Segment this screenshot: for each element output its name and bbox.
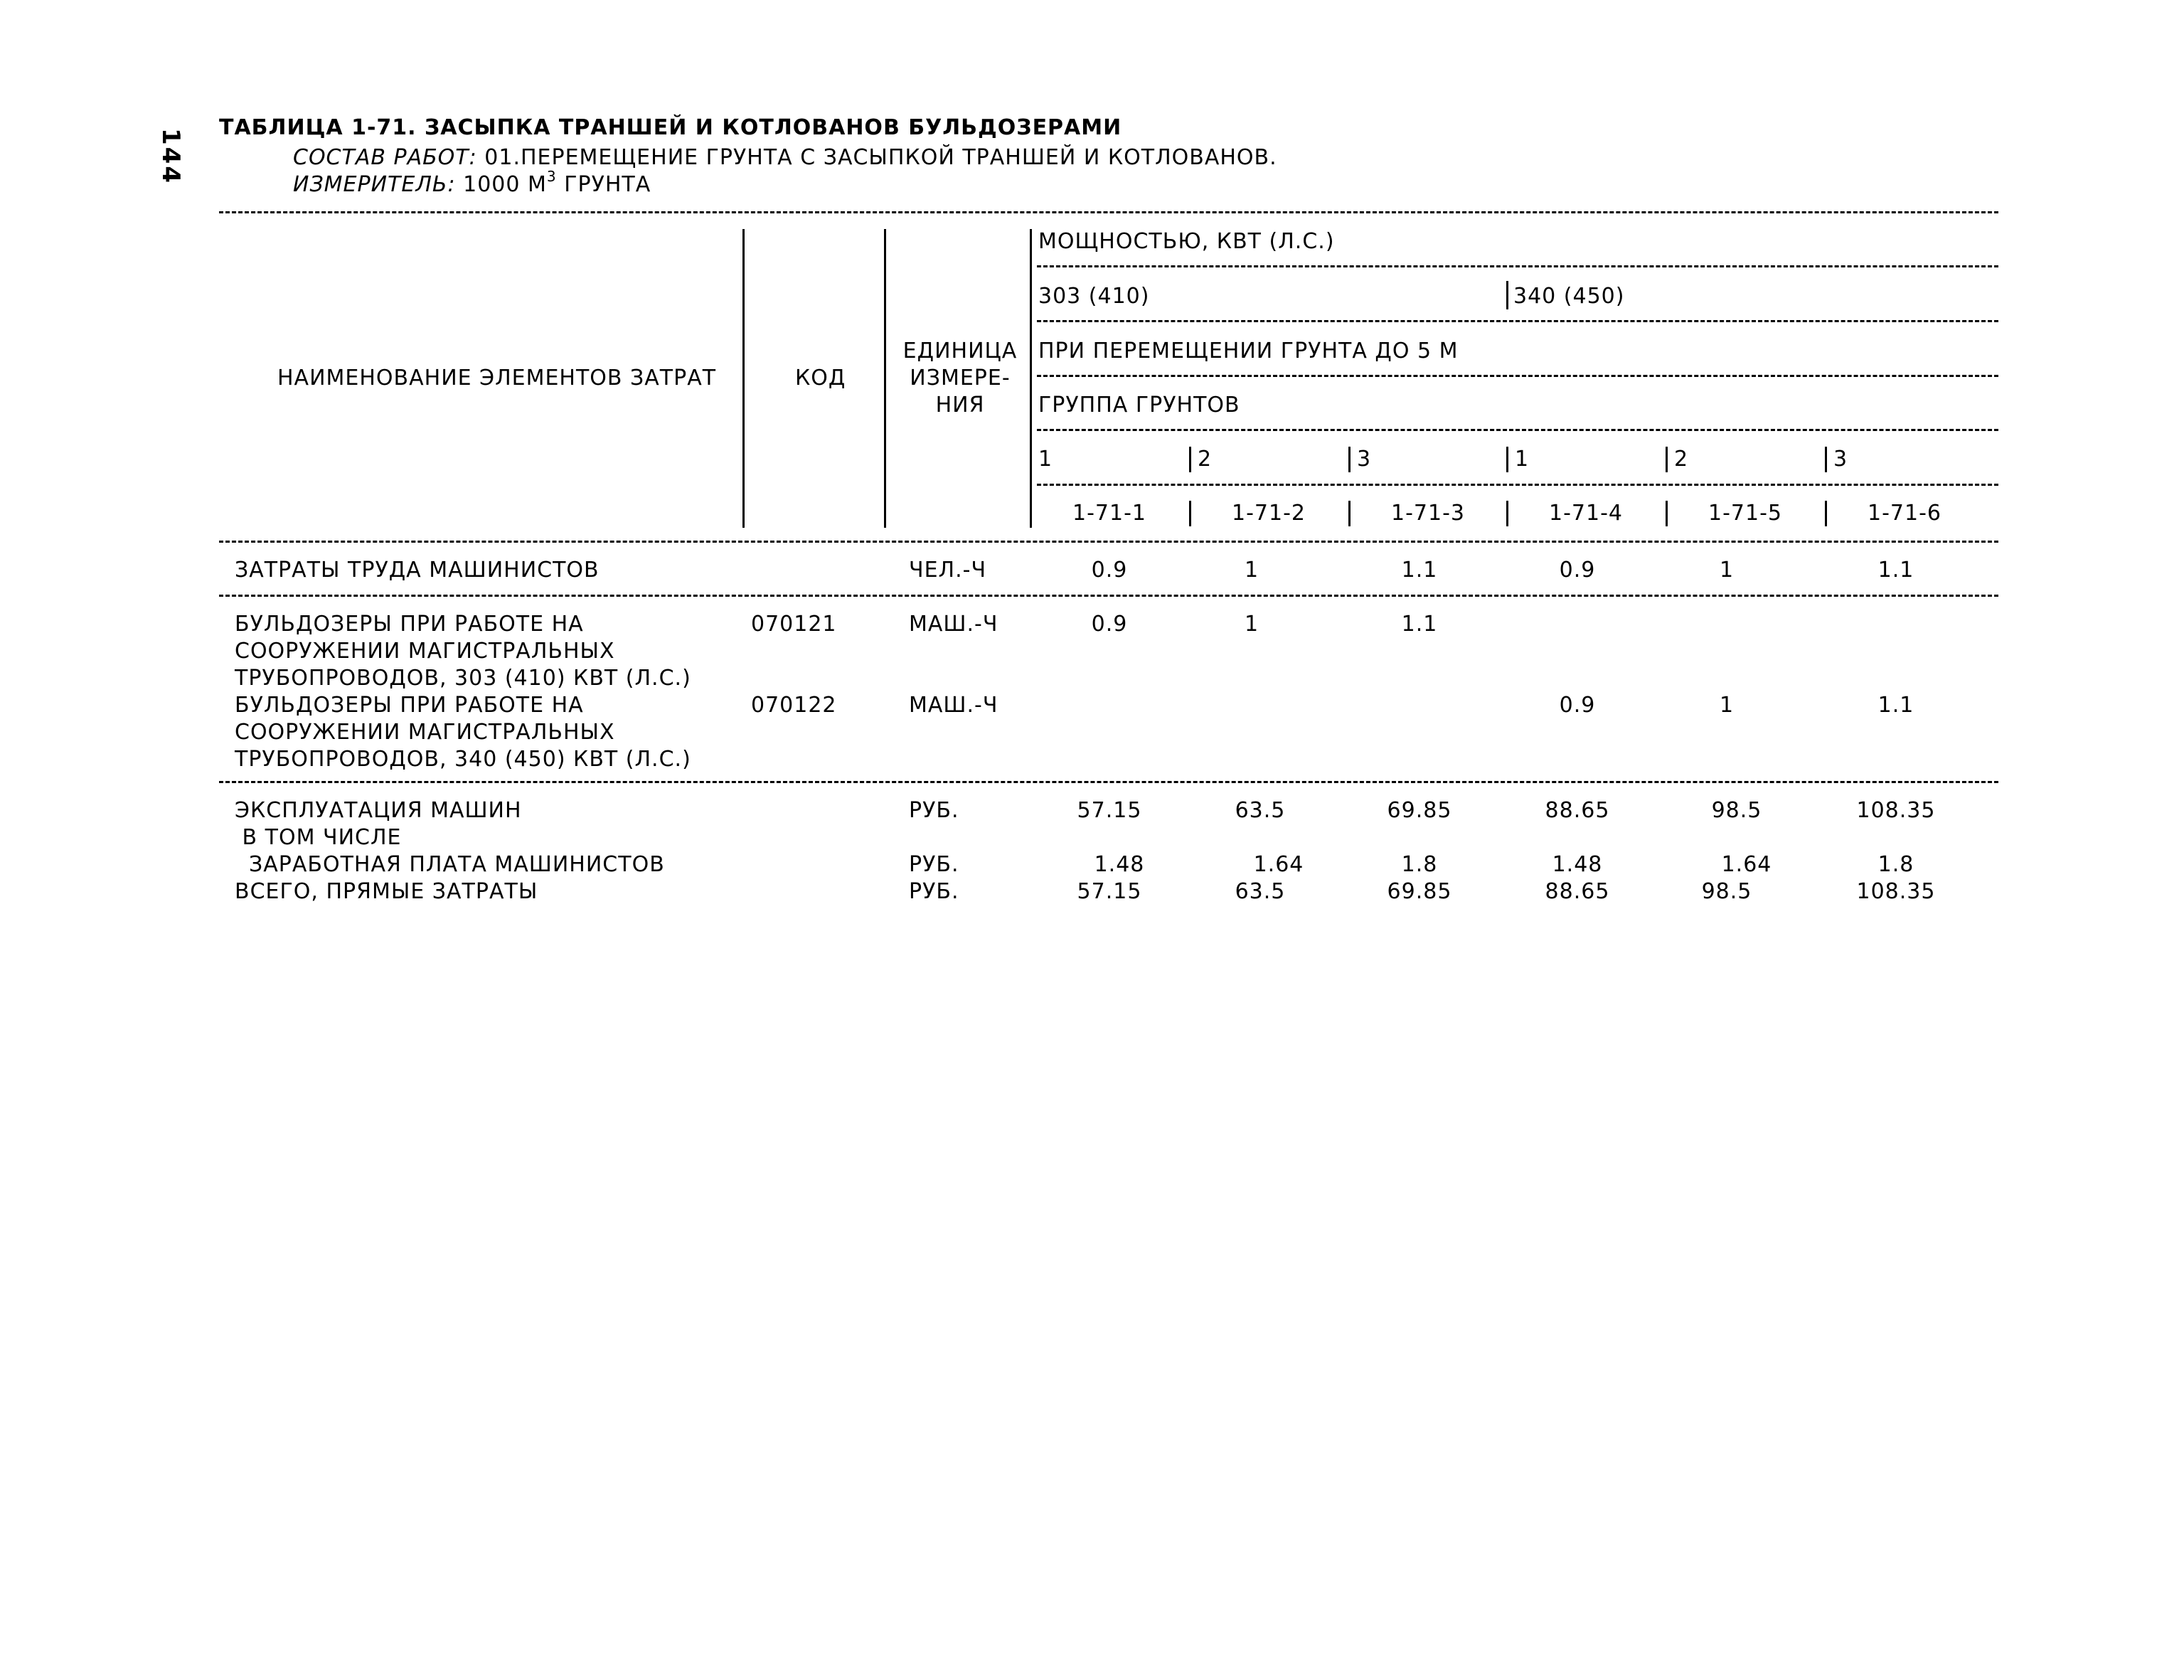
- work-scope-line: [293, 145, 1277, 170]
- total-value: 108.35: [1856, 879, 1936, 904]
- labor-value: 0.9: [1091, 558, 1128, 583]
- work-scope-text: 01.ПЕРЕМЕЩЕНИЕ ГРУНТА С ЗАСЫПКОЙ ТРАНШЕЙ И КОТЛОВАНОВ.: [484, 145, 1277, 170]
- exploit-value: 63.5: [1235, 798, 1286, 823]
- total-name: ВСЕГО, ПРЯМЫЕ ЗАТРАТЫ: [235, 879, 538, 904]
- bull1-code: 070121: [751, 612, 837, 637]
- exploit-value: 57.15: [1077, 798, 1142, 823]
- bull1-value: 1: [1244, 612, 1259, 637]
- labor-value: 1.1: [1401, 558, 1438, 583]
- labor-value: 1.1: [1877, 558, 1914, 583]
- code-divider-2: [1189, 501, 1191, 526]
- salary-value: 1.48: [1094, 852, 1145, 877]
- bull1-name-l1: БУЛЬДОЗЕРЫ ПРИ РАБОТЕ НА: [235, 612, 584, 637]
- rule-header-3: [1037, 375, 1998, 377]
- salary-value: 1.64: [1253, 852, 1304, 877]
- including-label: В ТОМ ЧИСЛЕ: [235, 825, 402, 850]
- group-number: 2: [1198, 447, 1213, 472]
- header-distance: ПРИ ПЕРЕМЕЩЕНИИ ГРУНТА ДО 5 М: [1038, 339, 1459, 363]
- group-number: 2: [1674, 447, 1689, 472]
- unit-text-b: ГРУНТА: [564, 172, 651, 197]
- salary-value: 1.8: [1877, 852, 1914, 877]
- header-unit-l2: ИЗМЕРЕ-: [910, 366, 1011, 390]
- total-value: 57.15: [1077, 879, 1142, 904]
- salary-value: 1.64: [1721, 852, 1772, 877]
- group-number: 3: [1833, 447, 1848, 472]
- bull2-name-l2: СООРУЖЕНИИ МАГИСТРАЛЬНЫХ: [235, 720, 615, 745]
- rule-after-header: [219, 541, 1998, 543]
- total-value: 88.65: [1545, 879, 1610, 904]
- labor-value: 0.9: [1559, 558, 1596, 583]
- rule-top: [219, 211, 1998, 213]
- column-code: 1-71-2: [1232, 501, 1306, 526]
- exploit-value: 98.5: [1711, 798, 1762, 823]
- column-code: 1-71-5: [1708, 501, 1782, 526]
- exploit-name: ЭКСПЛУАТАЦИЯ МАШИН: [235, 798, 522, 823]
- table-title: ТАБЛИЦА 1-71. ЗАСЫПКА ТРАНШЕЙ И КОТЛОВАНОВ БУЛЬДОЗЕРАМИ: [219, 115, 1122, 140]
- rule-header-1: [1037, 265, 1998, 267]
- bull1-unit: МАШ.-Ч: [909, 612, 998, 637]
- exploit-value: 108.35: [1856, 798, 1936, 823]
- col-sep-code: [742, 229, 745, 528]
- rule-header-2: [1037, 320, 1998, 322]
- group-divider-5: [1666, 447, 1668, 472]
- labor-name: ЗАТРАТЫ ТРУДА МАШИНИСТОВ: [235, 558, 600, 583]
- unit-line: [293, 168, 651, 197]
- column-code: 1-71-6: [1868, 501, 1941, 526]
- code-divider-5: [1666, 501, 1668, 526]
- group-divider-6: [1825, 447, 1827, 472]
- work-scope-label: СОСТАВ РАБОТ:: [293, 145, 477, 170]
- rule-header-4: [1037, 429, 1998, 431]
- labor-value: 1: [1244, 558, 1259, 583]
- header-unit-l1: ЕДИНИЦА: [902, 339, 1018, 363]
- unit-label: ИЗМЕРИТЕЛЬ:: [293, 172, 456, 197]
- unit-text-a: 1000 М: [463, 172, 547, 197]
- group-number: 1: [1038, 447, 1053, 472]
- bull2-name-l1: БУЛЬДОЗЕРЫ ПРИ РАБОТЕ НА: [235, 693, 584, 718]
- col-sep-unit: [884, 229, 886, 528]
- total-unit: РУБ.: [909, 879, 959, 904]
- rule-after-machines: [219, 781, 1998, 783]
- exploit-value: 88.65: [1545, 798, 1610, 823]
- group-divider-2: [1189, 447, 1191, 472]
- total-value: 98.5: [1701, 879, 1752, 904]
- group-number: 1: [1515, 447, 1530, 472]
- salary-name: ЗАРАБОТНАЯ ПЛАТА МАШИНИСТОВ: [249, 852, 665, 877]
- header-code: КОД: [795, 366, 846, 390]
- power-divider: [1506, 281, 1508, 309]
- header-power: МОЩНОСТЬЮ, КВТ (Л.С.): [1038, 229, 1335, 254]
- bull2-value: 1.1: [1877, 693, 1914, 718]
- column-code: 1-71-1: [1072, 501, 1146, 526]
- salary-value: 1.48: [1552, 852, 1603, 877]
- salary-unit: РУБ.: [909, 852, 959, 877]
- code-divider-3: [1348, 501, 1351, 526]
- bull2-code: 070122: [751, 693, 837, 718]
- column-code: 1-71-3: [1391, 501, 1465, 526]
- group-number: 3: [1357, 447, 1372, 472]
- exploit-value: 69.85: [1387, 798, 1452, 823]
- bull1-value: 0.9: [1091, 612, 1128, 637]
- salary-value: 1.8: [1401, 852, 1438, 877]
- code-divider-6: [1825, 501, 1827, 526]
- page-number: 144: [156, 128, 185, 185]
- header-unit-l3: НИЯ: [935, 393, 985, 418]
- labor-value: 1: [1719, 558, 1735, 583]
- rule-header-5: [1037, 484, 1998, 486]
- bull2-name-l3: ТРУБОПРОВОДОВ, 340 (450) КВТ (Л.С.): [235, 747, 691, 772]
- header-power-303: 303 (410): [1038, 284, 1150, 309]
- bull2-value: 0.9: [1559, 693, 1596, 718]
- header-soil-group: ГРУППА ГРУНТОВ: [1038, 393, 1240, 418]
- labor-unit: ЧЕЛ.-Ч: [909, 558, 987, 583]
- header-name: НАИМЕНОВАНИЕ ЭЛЕМЕНТОВ ЗАТРАТ: [277, 366, 717, 390]
- bull2-value: 1: [1719, 693, 1735, 718]
- bull1-name-l2: СООРУЖЕНИИ МАГИСТРАЛЬНЫХ: [235, 639, 615, 664]
- bull1-value: 1.1: [1401, 612, 1438, 637]
- group-divider-4: [1506, 447, 1508, 472]
- header-power-340: 340 (450): [1513, 284, 1625, 309]
- rule-after-labor: [219, 595, 1998, 597]
- exploit-unit: РУБ.: [909, 798, 959, 823]
- bull1-name-l3: ТРУБОПРОВОДОВ, 303 (410) КВТ (Л.С.): [235, 666, 691, 691]
- column-code: 1-71-4: [1549, 501, 1623, 526]
- total-value: 63.5: [1235, 879, 1286, 904]
- code-divider-4: [1506, 501, 1508, 526]
- unit-superscript: 3: [546, 168, 557, 185]
- group-divider-3: [1348, 447, 1351, 472]
- bull2-unit: МАШ.-Ч: [909, 693, 998, 718]
- total-value: 69.85: [1387, 879, 1452, 904]
